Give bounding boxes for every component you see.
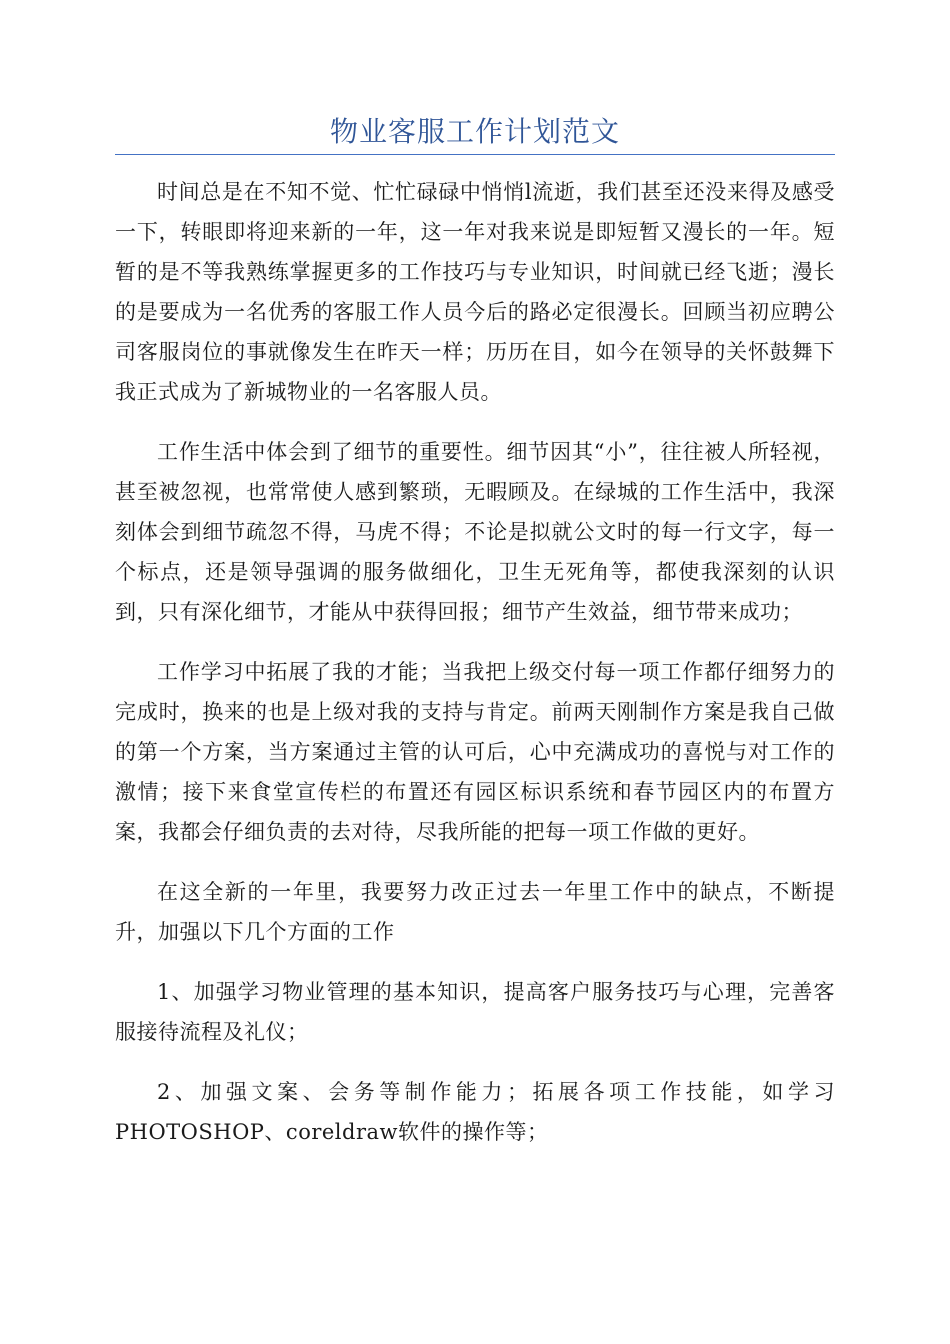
paragraph-item-1: 1、加强学习物业管理的基本知识，提高客户服务技巧与心理，完善客服接待流程及礼仪； bbox=[115, 980, 835, 1044]
document-title: 物业客服工作计划范文 bbox=[329, 115, 620, 148]
document-body bbox=[115, 172, 835, 1172]
paragraph-item-2: 2、加强文案、会务等制作能力；拓展各项工作技能，如学习PHOTOSHOP、coreldraw软件的操作等； bbox=[115, 1080, 835, 1144]
paragraph-new-year: 在这全新的一年里，我要努力改正过去一年里工作中的缺点，不断提升，加强以下几个方面的工作 bbox=[115, 880, 835, 944]
paragraph-skills: 工作学习中拓展了我的才能；当我把上级交付每一项工作都仔细努力的完成时，换来的也是上级对我的支持与肯定。前两天刚制作方案是我自己做的第一个方案，当方案通过主管的认可后，心中充满成功的喜悦与对工作的激情；接下来食堂宣传栏的布置还有园区标识系统和春节园区内的布置方案，我都会仔细负责的去对待，尽我所能的把每一项工作做的更好。 bbox=[115, 660, 835, 844]
title-underline bbox=[115, 154, 835, 155]
paragraph-details: 工作生活中体会到了细节的重要性。细节因其“小”，往往被人所轻视，甚至被忽视，也常常使人感到繁琐，无暇顾及。在绿城的工作生活中，我深刻体会到细节疏忽不得，马虎不得；不论是拟就公文时的每一行文字，每一个标点，还是领导强调的服务做细化，卫生无死角等，都使我深刻的认识到，只有深化细节，才能从中获得回报；细节产生效益，细节带来成功； bbox=[115, 440, 835, 624]
paragraph-intro: 时间总是在不知不觉、忙忙碌碌中悄悄l流逝，我们甚至还没来得及感受一下，转眼即将迎来新的一年，这一年对我来说是即短暂又漫长的一年。短暂的是不等我熟练掌握更多的工作技巧与专业知识，时间就已经飞逝；漫长的是要成为一名优秀的客服工作人员今后的路必定很漫长。回顾当初应聘公司客服岗位的事就像发生在昨天一样；历历在目，如今在领导的关怀鼓舞下我正式成为了新城物业的一名客服人员。 bbox=[115, 180, 835, 404]
